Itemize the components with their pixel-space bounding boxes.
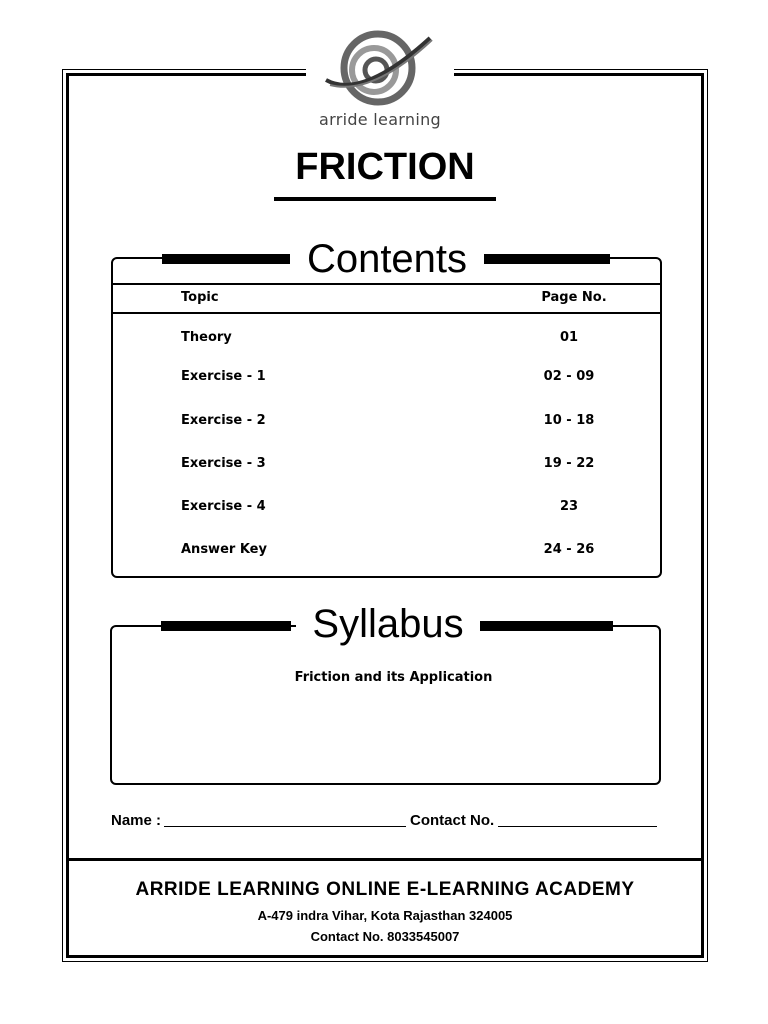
contents-row-topic: Theory [181,330,232,345]
contents-row-page: 10 - 18 [543,413,595,428]
academy-name: ARRIDE LEARNING ONLINE E-LEARNING ACADEMY [135,879,635,900]
syllabus-bar-left [161,621,291,631]
contents-divider-top [113,283,660,285]
contents-bar-right [480,254,610,264]
contents-row-page: 02 - 09 [543,369,595,384]
academy-address: A-479 indra Vihar, Kota Rajasthan 324005 [257,908,513,923]
contents-divider-header [113,312,660,314]
contact-field[interactable] [498,825,657,827]
contents-header-topic: Topic [181,290,219,305]
title-underline [274,197,496,201]
contents-row-topic: Exercise - 4 [181,499,266,514]
swirl-logo-icon [322,30,438,110]
syllabus-bar-right [478,621,613,631]
syllabus-heading: Syllabus [296,601,480,647]
name-label: Name : [111,812,162,829]
contents-row-page: 19 - 22 [543,456,595,471]
contents-row-page: 23 [559,499,579,514]
name-field[interactable] [164,825,406,827]
contents-row-page: 24 - 26 [543,542,595,557]
logo-text: arride learning [319,110,441,129]
contents-header-page: Page No. [541,290,607,305]
contents-row-topic: Answer Key [181,542,267,557]
contents-row-page: 01 [559,330,579,345]
academy-contact: Contact No. 8033545007 [310,929,460,944]
contact-label: Contact No. [410,812,495,829]
syllabus-box [110,625,661,785]
page-title: FRICTION [295,146,475,188]
logo [306,28,454,136]
contents-row-topic: Exercise - 3 [181,456,266,471]
contents-row-topic: Exercise - 2 [181,413,266,428]
footer-divider [66,858,704,861]
syllabus-text: Friction and its Application [294,670,493,685]
contents-row-topic: Exercise - 1 [181,369,266,384]
contents-heading: Contents [290,236,484,282]
contents-bar-left [162,254,292,264]
